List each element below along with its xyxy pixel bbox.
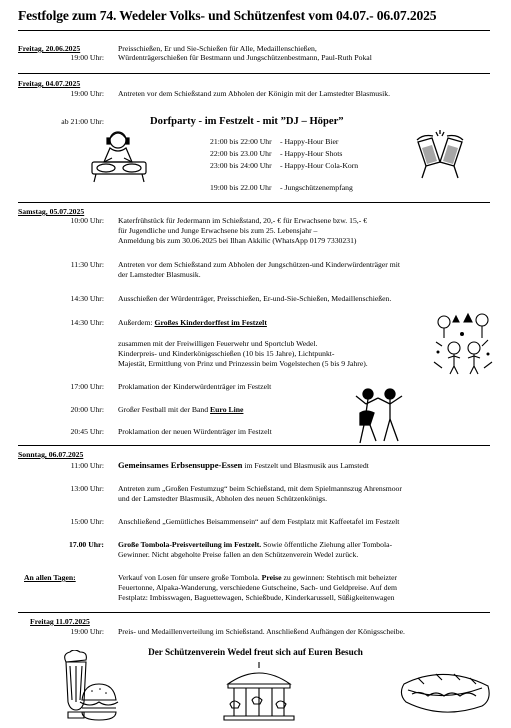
event-text: Antreten vor dem Schießstand zum Abholen der Jungschützen-und Kinderwürdenträger mit [118,260,401,269]
closing-message: Der Schützenverein Wedel freut sich auf Euren Besuch [148,647,363,657]
section-divider [18,73,490,74]
time-label: 10:00 Uhr: [70,216,104,225]
time-label: 19:00 Uhr: [70,53,104,62]
event-text: der Lamstedter Blasmusik. [118,270,201,279]
children-party-icon [432,312,494,376]
happy-hour-row: 23:00 bis 24:00 Uhr - Happy-Hour Cola-Korn [210,161,359,170]
kinderdorffest-highlight: Großes Kinderdorffest im Festzelt [154,318,267,327]
event-text: Anschließend „Gemütliches Beisammensein“ auf dem Festplatz mit Kaffeetafel im Festzelt [118,517,400,526]
title-divider [18,30,490,31]
time-label: 20:45 Uhr: [70,427,104,436]
day-heading: Freitag 11.07.2025 [30,617,90,626]
event-text: Proklamation der neuen Würdenträger im Festzelt [118,427,272,436]
time-label: 19:00 Uhr: [70,627,104,636]
time-label: 11:00 Uhr: [70,461,104,470]
section-divider [18,612,490,613]
event-text: Würdenträgerschießen für Bestmann und Jungschützenbestmann, Paul-Ruth Pokal [118,53,372,62]
event-text: zusammen mit der Freiwilligen Feuerwehr und Sportclub Wedel. [118,339,318,348]
day-heading: Freitag, 20.06.2025 [18,44,81,53]
time-label: 14:30 Uhr: [70,318,104,327]
time-label: 20:00 Uhr: [70,405,104,414]
event-text: Großer Festball mit der Band Euro Line [118,405,244,414]
time-label: 15:00 Uhr: [70,517,104,526]
happy-hour-row: 21:00 bis 22:00 Uhr - Happy-Hour Bier [210,137,339,146]
event-text: für Jugendliche und Junge Erwachsene bis zum 25. Lebensjahr – [118,226,318,235]
burger-icon [78,682,120,722]
event-text: Ausschießen der Würdenträger, Preisschießen, Er-und-Sie-Schießen, Medaillenschießen. [118,294,392,303]
event-text: Katerfrühstück für Jedermann im Schießstand, 20,- € für Erwachsene bzw. 15,- € [118,216,368,225]
happy-hour-row: 22:00 bis 23.00 Uhr - Happy-Hour Shots [210,149,343,158]
event-text: Anmeldung bis zum 30.06.2025 bei Ilhan Akkilic (WhatsApp 0179 7330231) [118,236,357,245]
page-title: Festfolge zum 74. Wedeler Volks- und Schützenfest vom 04.07.- 06.07.2025 [18,8,437,23]
event-text: Majestät, Ermittlung von Prinz und Prinzessin beim Vogelstechen (5 bis 9 Jahre). [118,359,368,368]
section-divider [18,445,490,446]
dj-icon [88,128,150,184]
dj-party-headline: Dorfparty - im Festzelt - mit ”DJ – Höper” [150,116,344,127]
event-text: Außerdem: Großes Kinderdorffest im Festzelt [118,318,267,327]
time-label: 17:00 Uhr: [70,382,104,391]
event-text: Antreten vor dem Schießstand zum Abholen der Königin mit der Lamstedter Blasmusik. [118,89,390,98]
event-text: Festplatz: Imbisswagen, Baguettewagen, Schießbude, Kinderkarussell, Süßigkeitenwagen [118,593,395,602]
event-text: Gewinner. Nicht abgeholte Preise fallen an den Schützenverein Wedel zurück. [118,550,359,559]
time-label: ab 21:00 Uhr: [61,117,104,126]
event-text: Antreten zum „Großen Festumzug“ beim Schießstand, mit dem Spielmannszug Ahrensmoor [118,484,402,493]
day-heading: An allen Tagen: [24,573,76,582]
event-text: Kinderpreis- und Kinderkönigsschießen (10 bis 15 Jahre), Lichtpunkt- [118,349,335,358]
event-text: Verkauf von Losen für unsere große Tombola. Preise zu gewinnen: Stehtisch mit beheizter [118,573,398,582]
time-label: 19:00 Uhr: [70,89,104,98]
dancing-couple-icon [352,386,408,448]
band-name-highlight: Euro Line [210,405,244,414]
carousel-icon [222,660,296,724]
event-text: Große Tombola-Preisverteilung im Festzelt. Sowie öffentliche Ziehung aller Tombola- [118,540,393,549]
time-label: 17.00 Uhr: [68,540,104,549]
baguette-icon [398,664,492,722]
day-heading: Sonntag, 06.07.2025 [18,450,84,459]
time-label: 11:30 Uhr: [70,260,104,269]
reception-row: 19:00 bis 22.00 Uhr - Jungschützenempfang [210,183,353,192]
event-text: Feuertonne, Alpaka-Wanderung, verschiedene Gutscheine, Sach- und Geldpreise. Auf dem [118,583,398,592]
event-text: Gemeinsames Erbsensuppe-Essen im Festzelt und Blasmusik aus Lamstedt [118,460,369,470]
time-label: 13:00 Uhr: [70,484,104,493]
event-text: Preisschießen, Er und Sie-Schießen für Alle, Medaillenschießen, [118,44,317,53]
time-label: 14:30 Uhr: [70,294,104,303]
beer-toast-icon [410,128,470,180]
event-text: Preis- und Medaillenverteilung im Schießstand. Anschließend Aufhängen der Königsscheibe. [118,627,405,636]
section-divider [18,202,490,203]
day-heading: Freitag, 04.07.2025 [18,79,81,88]
day-heading: Samstag, 05.07.2025 [18,207,85,216]
event-text: Proklamation der Kinderwürdenträger im Festzelt [118,382,272,391]
event-text: und der Lamstedter Blasmusik, Abholen des neuen Schützenkönigs. [118,494,328,503]
